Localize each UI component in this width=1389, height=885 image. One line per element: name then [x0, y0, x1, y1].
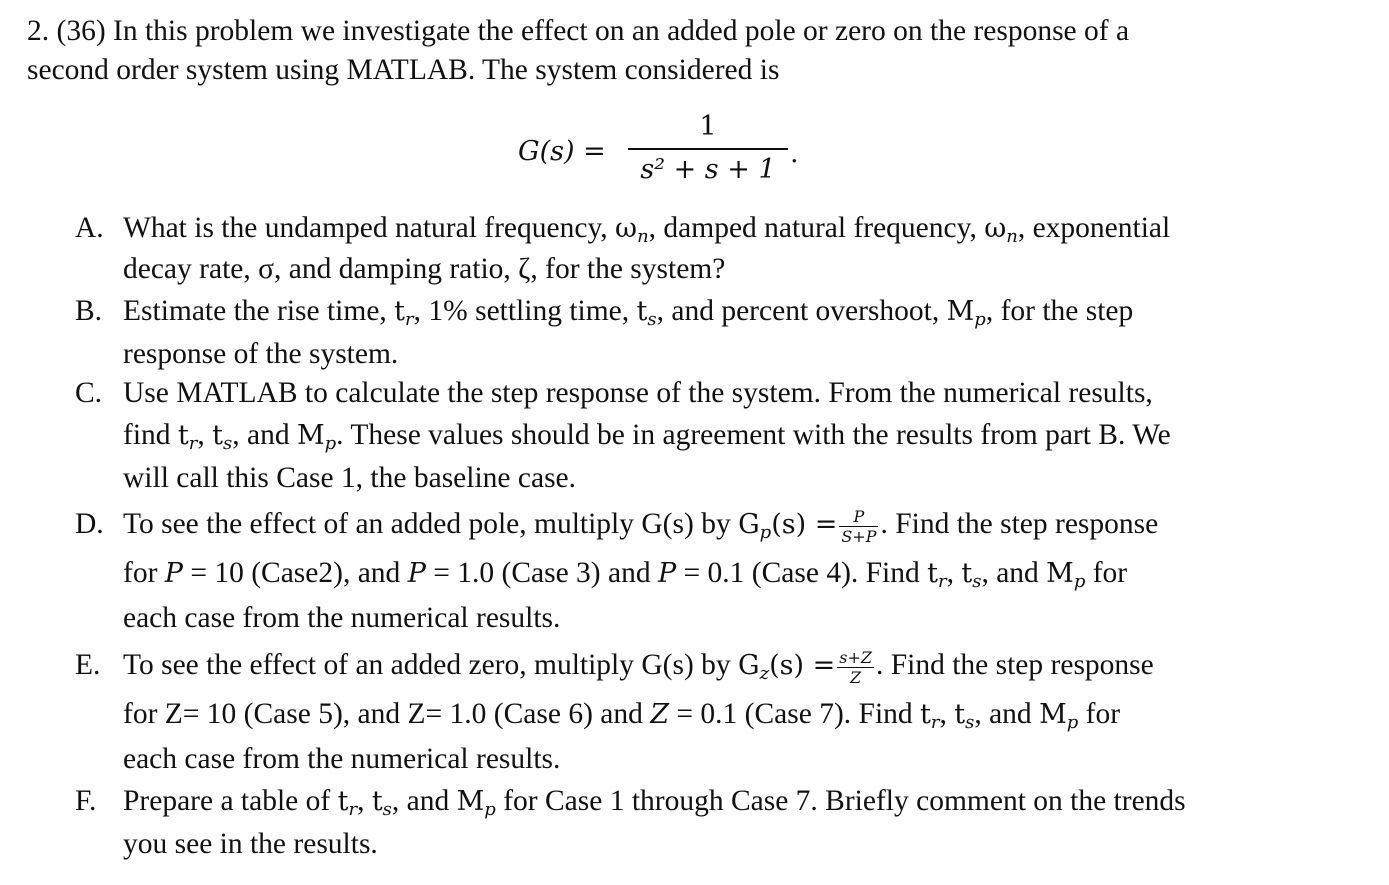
intro-line-2: second order system using MATLAB. The system considered is [27, 54, 780, 86]
item-f-line-2: you see in the results. [123, 828, 378, 860]
equation-fraction [628, 108, 788, 188]
item-e-line-2: for Z= 10 (Case 5), and Z= 1.0 (Case 6) and Z = 0.1 (Case 7). Find $t_r$, $t_s$, and $M_p$ for [123, 698, 1121, 733]
equation-lhs: G(s) = [518, 136, 606, 167]
item-c-letter: C. [75, 377, 103, 409]
problem-intro [27, 12, 1367, 90]
item-c-line-3: will call this Case 1, the baseline case. [123, 462, 577, 494]
item-c [75, 372, 1375, 499]
equation-denominator: s² + s + 1 [640, 154, 776, 185]
item-e-line-3: each case from the numerical results. [123, 743, 561, 775]
item-b-letter: B. [75, 295, 103, 327]
zero-fraction: $\frac{s+Z}{Z}$ [839, 647, 872, 687]
item-a [75, 208, 1375, 289]
equation-numerator: 1 [699, 111, 717, 142]
intro-line-1: 2. (36) In this problem we investigate the effect on an added pole or zero on the response of a [27, 15, 1130, 47]
item-f-line-1: Prepare a table of $t_r$, $t_s$, and $M_p$ for Case 1 through Case 7. Briefly comment on the trends [123, 785, 1186, 820]
item-e-line-1: To see the effect of an added zero, multiply G(s) by $G_z(s)$ = $\frac{s+Z}{Z}$ . Find the step response [123, 647, 1154, 687]
equation-terminator: . [790, 138, 799, 169]
item-d-line-3: each case from the numerical results. [123, 602, 561, 634]
item-b-line-2: response of the system. [123, 338, 399, 370]
item-a-line-1: What is the undamped natural frequency, $\omega_n$, damped natural frequency, $\omega_n$, exponential [123, 212, 1171, 247]
item-e-letter: E. [75, 649, 101, 681]
item-d [75, 500, 1375, 638]
item-d-line-1: To see the effect of an added pole, multiply G(s) by $G_p(s)$ = $\frac{P}{S+P}$ . Find the step response [123, 506, 1159, 546]
item-a-letter: A. [75, 212, 104, 244]
item-e [75, 641, 1375, 779]
item-f [75, 780, 1375, 866]
item-d-line-2: for P = 10 (Case2), and P = 1.0 (Case 3) and P = 0.1 (Case 4). Find $t_r$, $t_s$, and $M_p$ for [123, 557, 1128, 592]
item-c-line-1: Use MATLAB to calculate the step response of the system. From the numerical results, [123, 377, 1153, 409]
item-a-line-2: decay rate, σ, and damping ratio, ζ, for the system? [123, 253, 726, 285]
item-c-line-2: find $t_r$, $t_s$, and $M_p$. These values should be in agreement with the results from part B. We [123, 419, 1171, 454]
item-b-line-1: Estimate the rise time, $t_r$, 1% settling time, $t_s$, and percent overshoot, $M_p$, for the step [123, 295, 1134, 330]
item-b [75, 290, 1375, 375]
item-d-letter: D. [75, 508, 104, 540]
item-f-letter: F. [75, 785, 97, 817]
transfer-function-equation [518, 108, 818, 193]
fraction-bar [628, 148, 788, 150]
pole-fraction: $\frac{P}{S+P}$ [841, 506, 877, 546]
